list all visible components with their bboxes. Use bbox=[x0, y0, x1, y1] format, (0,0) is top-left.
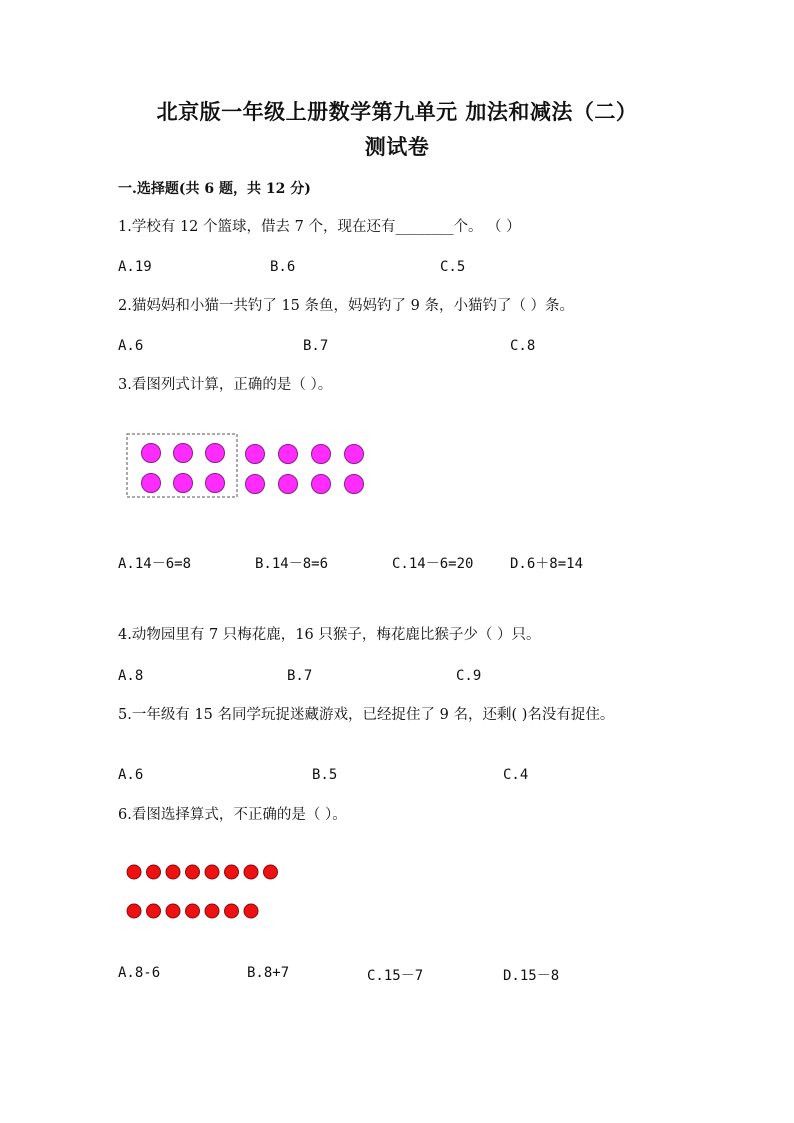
q3-boxed-dot bbox=[174, 474, 193, 493]
q6-row2-dot bbox=[186, 904, 200, 918]
q2-option-c: C.8 bbox=[510, 338, 536, 354]
q3-option-d: D.6＋8=14 bbox=[510, 556, 584, 572]
q1-option-b: B.6 bbox=[270, 259, 296, 275]
section-heading: 一.选择题(共 6 题，共 12 分) bbox=[118, 181, 311, 197]
q6-row1-dot bbox=[127, 865, 141, 879]
q6-option-a: A.8-6 bbox=[118, 965, 161, 981]
question-3: 3.看图列式计算，正确的是（ ）。 bbox=[118, 377, 333, 393]
q1-option-a: A.19 bbox=[118, 259, 152, 275]
q3-option-b: B.14－8=6 bbox=[255, 556, 329, 572]
q5-option-c: C.4 bbox=[503, 767, 529, 783]
q3-boxed-dot bbox=[206, 474, 225, 493]
q4-option-c: C.9 bbox=[456, 668, 482, 684]
q3-boxed-dot bbox=[142, 444, 161, 463]
question-4: 4.动物园里有 7 只梅花鹿，16 只猴子，梅花鹿比猴子少（ ）只。 bbox=[118, 627, 541, 643]
question-6: 6.看图选择算式，不正确的是（ ）。 bbox=[118, 807, 347, 823]
q6-row2-dot bbox=[166, 904, 180, 918]
q3-boxed-dot bbox=[206, 444, 225, 463]
q4-option-a: A.8 bbox=[118, 668, 144, 684]
q5-option-a: A.6 bbox=[118, 767, 144, 783]
page-title-line2: 测试卷 bbox=[364, 134, 430, 159]
q6-row1-dot bbox=[264, 865, 278, 879]
q3-dot bbox=[246, 445, 265, 464]
q6-option-b: B.8+7 bbox=[247, 965, 290, 981]
q3-dot bbox=[345, 475, 364, 494]
question-1: 1.学校有 12 个篮球，借去 7 个，现在还有________个。 （ ） bbox=[118, 219, 521, 235]
page-title-line1: 北京版一年级上册数学第九单元 加法和减法（二） bbox=[156, 99, 638, 124]
q4-option-b: B.7 bbox=[287, 668, 313, 684]
q3-dot bbox=[312, 445, 331, 464]
q6-row1-dot bbox=[147, 865, 161, 879]
q6-row1-dot bbox=[205, 865, 219, 879]
q6-row1-dot bbox=[186, 865, 200, 879]
q1-option-c: C.5 bbox=[440, 259, 466, 275]
question-5: 5.一年级有 15 名同学玩捉迷藏游戏，已经捉住了 9 名，还剩( )名没有捉住。 bbox=[118, 707, 615, 723]
q3-boxed-dot bbox=[174, 444, 193, 463]
q6-dots-figure bbox=[120, 858, 300, 924]
q3-dot bbox=[279, 445, 298, 464]
q6-row1-dot bbox=[244, 865, 258, 879]
q2-option-a: A.6 bbox=[118, 338, 144, 354]
q6-row1-dot bbox=[225, 865, 239, 879]
q6-row2-dot bbox=[205, 904, 219, 918]
q3-dot bbox=[312, 475, 331, 494]
q6-option-d: D.15－8 bbox=[503, 968, 560, 984]
q6-row2-dot bbox=[244, 904, 258, 918]
q3-dots-figure bbox=[120, 428, 380, 504]
q2-option-b: B.7 bbox=[303, 338, 329, 354]
q3-option-c: C.14－6=20 bbox=[392, 556, 474, 572]
q3-dot bbox=[279, 475, 298, 494]
q5-option-b: B.5 bbox=[312, 767, 338, 783]
q6-row2-dot bbox=[147, 904, 161, 918]
q3-dot bbox=[246, 475, 265, 494]
q3-boxed-dot bbox=[142, 474, 161, 493]
question-2: 2.猫妈妈和小猫一共钓了 15 条鱼，妈妈钓了 9 条，小猫钓了（ ）条。 bbox=[118, 298, 575, 314]
q3-dot bbox=[345, 445, 364, 464]
q6-row2-dot bbox=[127, 904, 141, 918]
q3-option-a: A.14－6=8 bbox=[118, 556, 192, 572]
q6-row2-dot bbox=[225, 904, 239, 918]
q6-row1-dot bbox=[166, 865, 180, 879]
q6-option-c: C.15－7 bbox=[367, 968, 424, 984]
